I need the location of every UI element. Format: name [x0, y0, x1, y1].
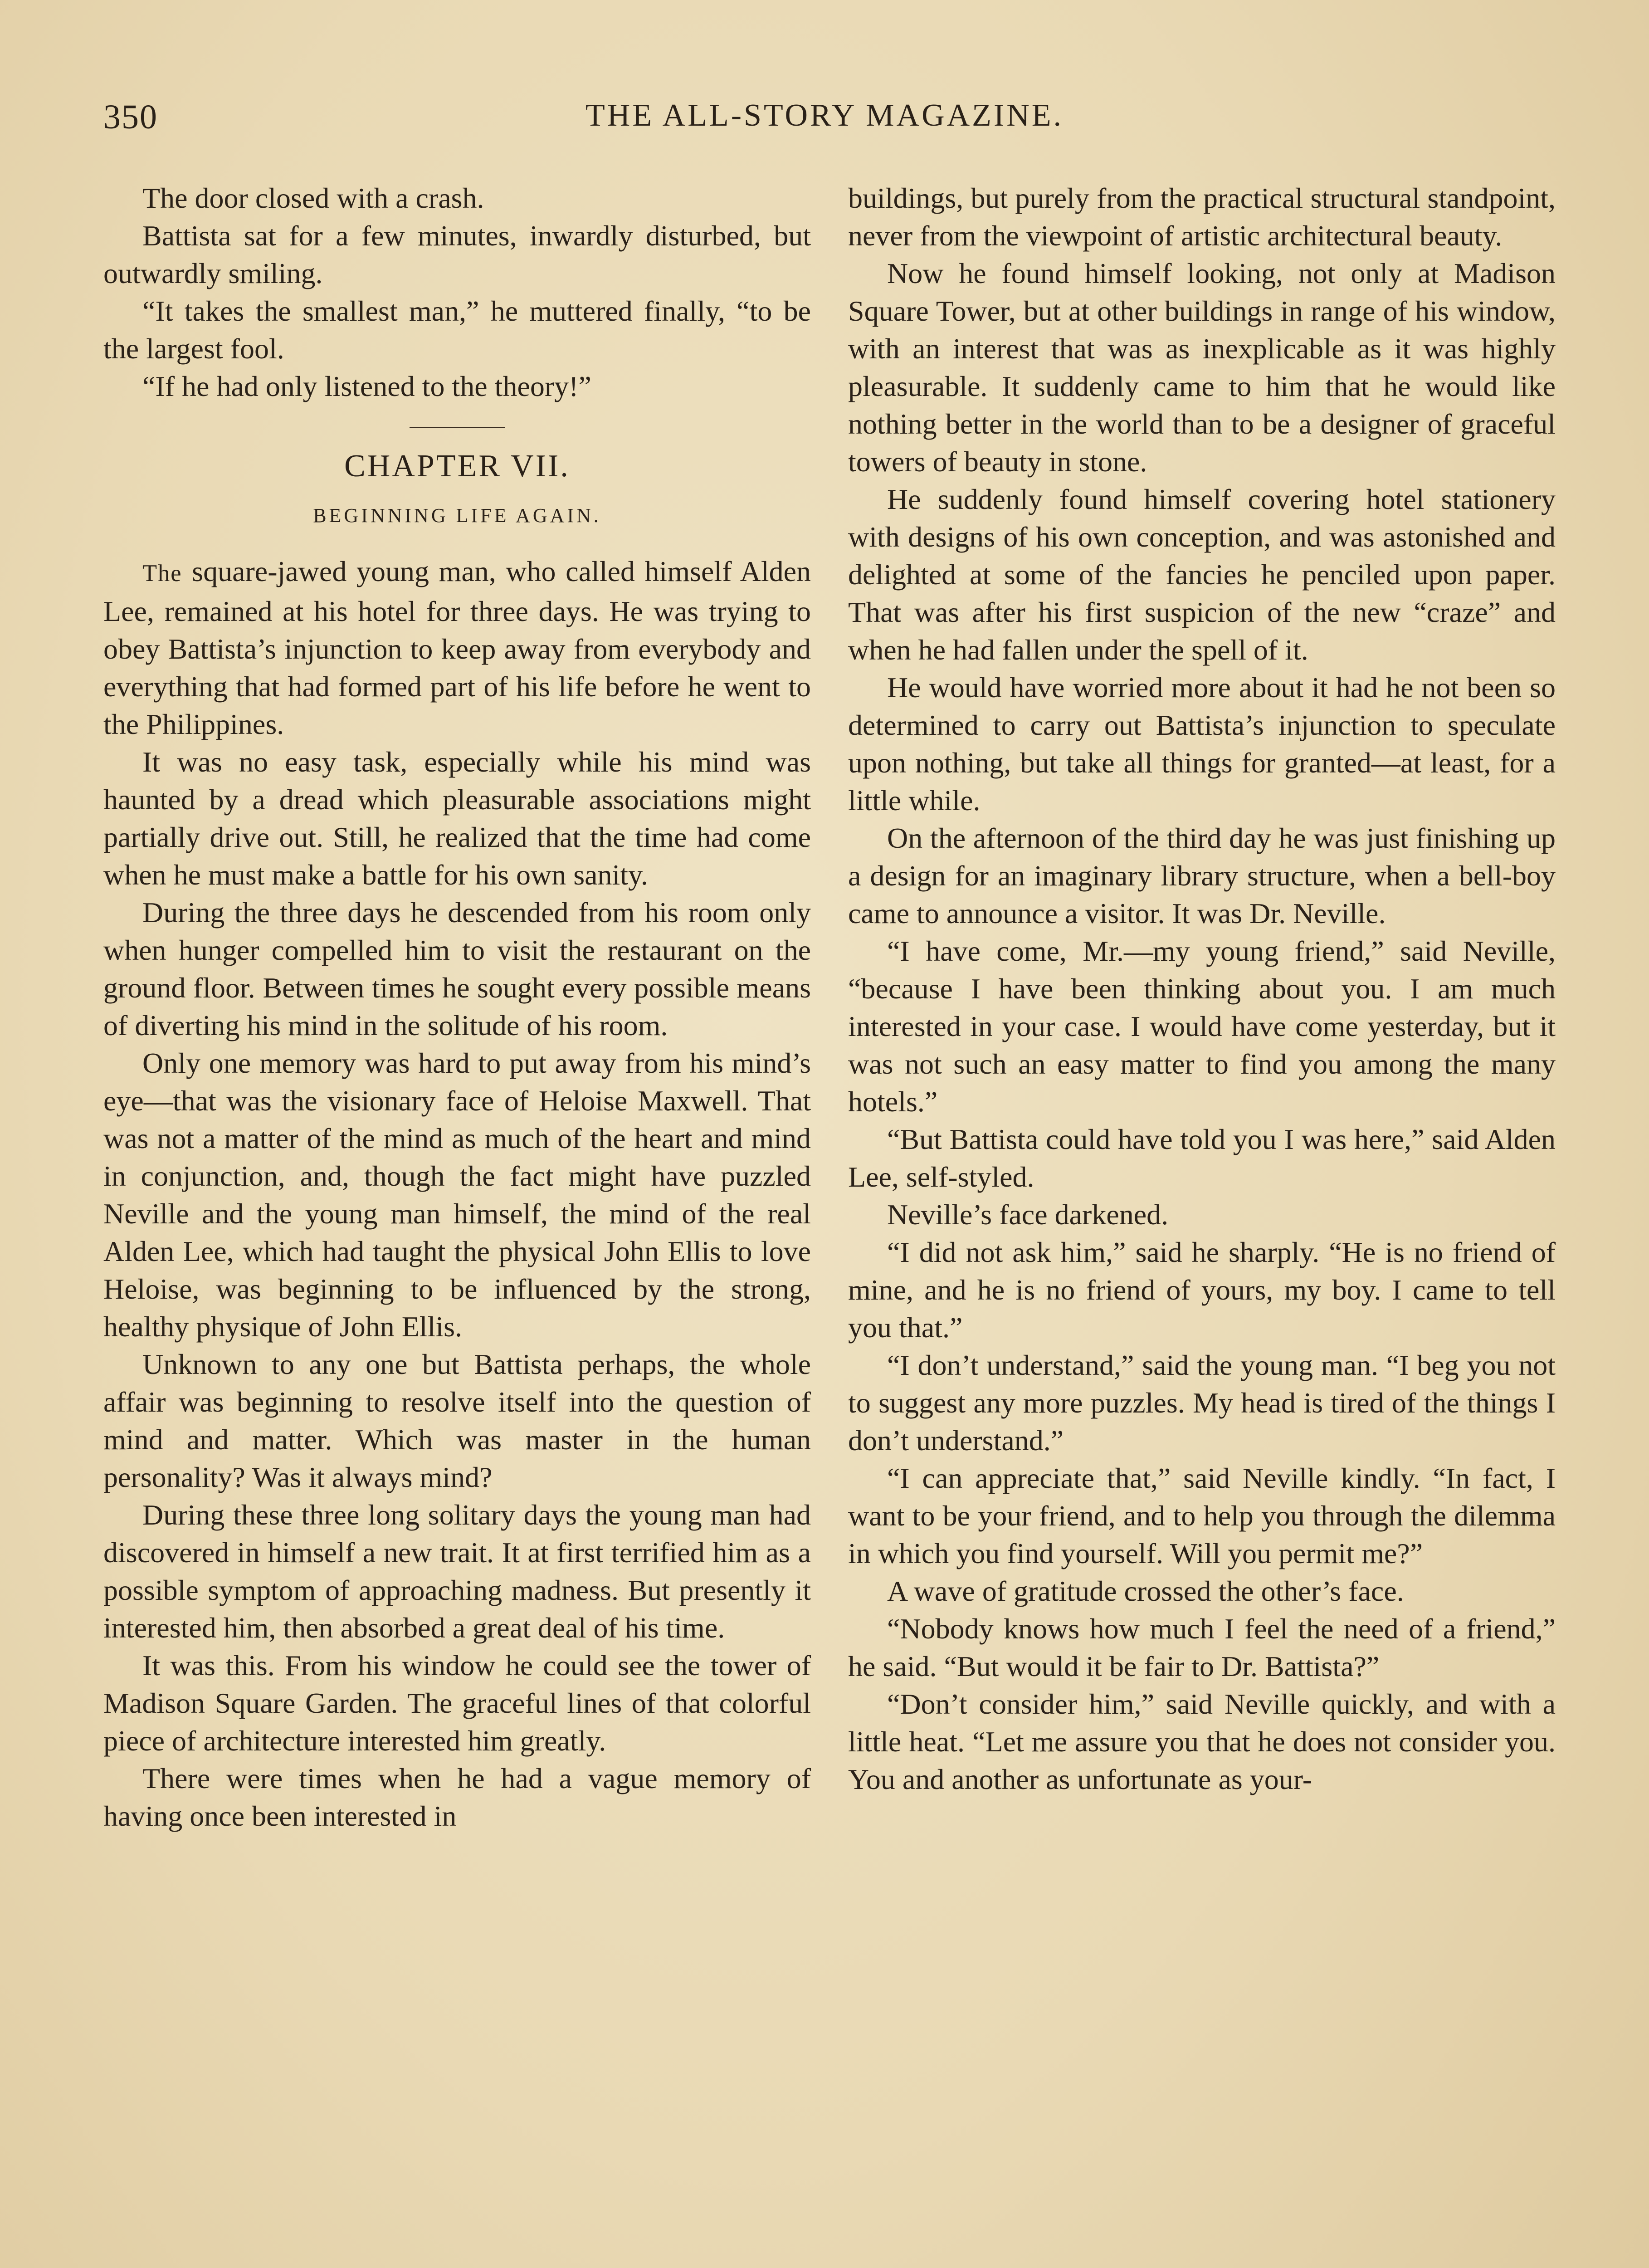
paragraph: The door closed with a crash. [142, 182, 484, 214]
paragraph: He would have worried more about it had he not been so determined to carry out Battista’s injunction to speculate upon nothing, but take all things for granted—at least, for a little while. [848, 671, 1556, 816]
paragraph: “I don’t understand,” said the young man. “I beg you not to suggest any more puzzles. My head is tired of the things I don’t understand.” [848, 1349, 1556, 1457]
page-number: 350 [103, 98, 158, 136]
continued-paragraph: buildings, but purely from the practical structural standpoint, never from the viewpoint of artistic architectural beauty. [848, 182, 1556, 252]
paragraph: Unknown to any one but Battista perhaps, the whole affair was beginning to resolve itself into the question of mind and matter. Which was master in the human personality? Was it always mind? [103, 1348, 811, 1493]
section-divider [410, 427, 505, 428]
paragraph: “Nobody knows how much I feel the need of a friend,” he said. “But would it be fair to Dr. Battista?” [848, 1613, 1556, 1682]
chapter-number: CHAPTER VII. [344, 449, 570, 484]
paragraph: Battista sat for a few minutes, inwardly disturbed, but outwardly smiling. [103, 220, 811, 289]
paragraph: “But Battista could have told you I was here,” said Alden Lee, self-styled. [848, 1123, 1556, 1193]
lead-word: The [142, 560, 182, 587]
left-column [103, 179, 811, 1835]
paragraph: He suddenly found himself covering hotel stationery with designs of his own conception, and was astonished and delighted at some of the fancies he penciled upon paper. That was after his first suspicion of the new “craze” and when he had fallen under the spell of it. [848, 483, 1556, 666]
paragraph: “I did not ask him,” said he sharply. “He is no friend of mine, and he is no friend of yours, my boy. I came to tell you that.” [848, 1236, 1556, 1344]
paragraph-text: square-jawed young man, who called himself Alden Lee, remained at his hotel for three days. He was trying to obey Battista’s injunction to keep away from everybody and everything that had formed part of his life before he went to the Philippines. [103, 555, 811, 740]
paragraph: On the afternoon of the third day he was just finishing up a design for an imaginary library structure, when a bell-boy came to announce a visitor. It was Dr. Neville. [848, 822, 1556, 929]
paragraph: Neville’s face darkened. [887, 1198, 1169, 1231]
chapter-first-paragraph [103, 552, 811, 743]
paragraph: “It takes the smallest man,” he muttered finally, “to be the largest fool. [103, 295, 811, 365]
paragraph: Only one memory was hard to put away from his mind’s eye—that was the visionary face of Heloise Maxwell. That was not a matter of the mind as much of the heart and mind in conjunction, and, though the fact might have puzzled Neville and the young man himself, the mind of the real Alden Lee, which had taught the physical John Ellis to love Heloise, was beginning to be influenced by the strong, healthy physique of John Ellis. [103, 1047, 811, 1343]
paragraph: Now he found himself looking, not only at Madison Square Tower, but at other buildings in range of his window, with an interest that was as inexplicable as it was highly pleasurable. It suddenly came to him that he would like nothing better in the world than to be a designer of graceful towers of beauty in stone. [848, 257, 1556, 478]
running-title: THE ALL-STORY MAGAZINE. [585, 98, 1064, 133]
paragraph: It was this. From his window he could see the tower of Madison Square Garden. The graceful lines of that colorful piece of architecture interested him greatly. [103, 1649, 811, 1757]
paragraph: During these three long solitary days the young man had discovered in himself a new trait. It at first terrified him as a possible symptom of approaching madness. But presently it interested him, then absorbed a great deal of his time. [103, 1499, 811, 1644]
paragraph: There were times when he had a vague memory of having once been interested in [103, 1762, 811, 1832]
paragraph: During the three days he descended from his room only when hunger compelled him to visit the restaurant on the ground floor. Between times he sought every possible means of diverting his mind in the solitude of his room. [103, 896, 811, 1041]
paragraph: “If he had only listened to the theory!” [142, 370, 591, 402]
right-column [848, 179, 1556, 1798]
paragraph: A wave of gratitude crossed the other’s face. [887, 1575, 1404, 1607]
paragraph: It was no easy task, especially while his mind was haunted by a dread which pleasurable associations might partially drive out. Still, he realized that the time had come when he must make a battle for his own sanity. [103, 746, 811, 891]
paragraph: “I have come, Mr.—my young friend,” said Neville, “because I have been thinking about you. I am much interested in your case. I would have come yesterday, but it was not such an easy matter to find you among the many hotels.” [848, 935, 1556, 1118]
paragraph: “Don’t consider him,” said Neville quickly, and with a little heat. “Let me assure you that he does not consider you. You and another as unfortunate as your- [848, 1688, 1556, 1795]
paragraph: “I can appreciate that,” said Neville kindly. “In fact, I want to be your friend, and to help you through the dilemma in which you find yourself. Will you permit me?” [848, 1462, 1556, 1569]
chapter-title: BEGINNING LIFE AGAIN. [313, 504, 601, 527]
page-header [103, 98, 1546, 147]
